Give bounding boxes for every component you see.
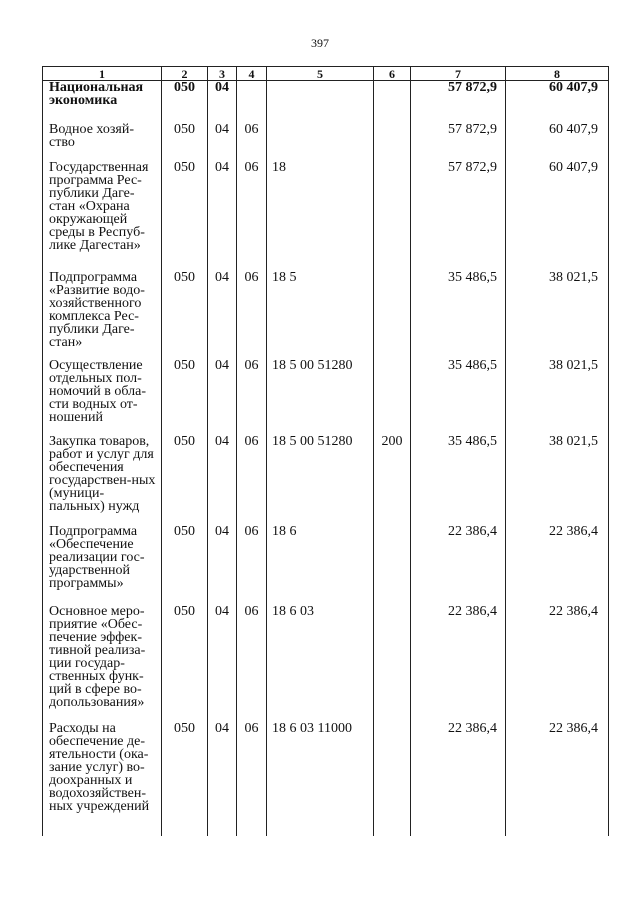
table-row [43, 161, 609, 271]
cell-col-8: 60 407,9 [506, 161, 609, 271]
cell-col-7: 22 386,4 [411, 525, 506, 605]
page-number: 397 [311, 36, 329, 50]
table-row [43, 123, 609, 161]
col-header-3: 3 [208, 67, 237, 81]
cell-col-2: 050 [162, 525, 208, 605]
cell-col-6 [374, 81, 411, 123]
cell-col-7: 57 872,9 [411, 81, 506, 123]
cell-col-5: 18 [267, 161, 374, 271]
col-header-1: 1 [43, 67, 162, 81]
cell-col-2: 050 [162, 123, 208, 161]
header-row [43, 67, 609, 81]
row-name: Водное хозяй-ство [43, 123, 162, 161]
cell-col-5 [267, 123, 374, 161]
cell-col-4: 06 [237, 525, 267, 605]
table-row [43, 81, 609, 123]
cell-col-3: 04 [208, 605, 237, 722]
cell-col-5: 18 6 [267, 525, 374, 605]
cell-col-3: 04 [208, 271, 237, 359]
table-row [43, 359, 609, 435]
cell-col-8: 22 386,4 [506, 525, 609, 605]
cell-col-4: 06 [237, 722, 267, 837]
cell-col-2: 050 [162, 161, 208, 271]
cell-col-7: 22 386,4 [411, 722, 506, 837]
cell-col-2: 050 [162, 81, 208, 123]
cell-col-7: 57 872,9 [411, 161, 506, 271]
table-row [43, 271, 609, 359]
budget-table-container [42, 66, 608, 836]
cell-col-7: 35 486,5 [411, 435, 506, 525]
cell-col-4: 06 [237, 271, 267, 359]
cell-col-3: 04 [208, 123, 237, 161]
table-row [43, 525, 609, 605]
cell-col-8: 22 386,4 [506, 722, 609, 837]
cell-col-8: 60 407,9 [506, 123, 609, 161]
col-header-4: 4 [237, 67, 267, 81]
cell-col-7: 57 872,9 [411, 123, 506, 161]
cell-col-2: 050 [162, 271, 208, 359]
cell-col-8: 38 021,5 [506, 271, 609, 359]
cell-col-2: 050 [162, 605, 208, 722]
cell-col-4: 06 [237, 123, 267, 161]
cell-col-2: 050 [162, 722, 208, 837]
cell-col-8: 38 021,5 [506, 435, 609, 525]
row-name: Закупка товаров, работ и услуг для обеспечения государствен-ных (муници-пальных) нужд [43, 435, 162, 525]
cell-col-3: 04 [208, 359, 237, 435]
cell-col-6 [374, 722, 411, 837]
row-name: Основное меро-приятие «Обес-печение эффек-тивной реализа-ции государ-ственных функ-ций в сфере во-допользования» [43, 605, 162, 722]
cell-col-6 [374, 161, 411, 271]
cell-col-3: 04 [208, 525, 237, 605]
col-header-6: 6 [374, 67, 411, 81]
cell-col-2: 050 [162, 435, 208, 525]
row-name: Подпрограмма «Обеспечение реализации гос-ударственной программы» [43, 525, 162, 605]
row-name: Расходы на обеспечение де-ятельности (ока-зание услуг) во-доохранных и водохозяйствен-ных учреждений [43, 722, 162, 837]
cell-col-7: 35 486,5 [411, 271, 506, 359]
row-name: Национальная экономика [43, 81, 162, 123]
table-row [43, 722, 609, 837]
cell-col-4: 06 [237, 161, 267, 271]
cell-col-5: 18 6 03 11000 [267, 722, 374, 837]
cell-col-3: 04 [208, 435, 237, 525]
cell-col-5: 18 5 00 51280 [267, 435, 374, 525]
cell-col-6 [374, 123, 411, 161]
row-name: Подпрограмма «Развитие водо-хозяйственного комплекса Рес-публики Даге-стан» [43, 271, 162, 359]
col-header-7: 7 [411, 67, 506, 81]
cell-col-6 [374, 525, 411, 605]
cell-col-8: 22 386,4 [506, 605, 609, 722]
cell-col-6 [374, 605, 411, 722]
row-name: Государственная программа Рес-публики Даге-стан «Охрана окружающей среды в Респуб-лике Дагестан» [43, 161, 162, 271]
cell-col-7: 22 386,4 [411, 605, 506, 722]
cell-col-4: 06 [237, 359, 267, 435]
table-row [43, 605, 609, 722]
cell-col-6 [374, 359, 411, 435]
cell-col-3: 04 [208, 81, 237, 123]
cell-col-4: 06 [237, 435, 267, 525]
cell-col-8: 38 021,5 [506, 359, 609, 435]
cell-col-5 [267, 81, 374, 123]
cell-col-6 [374, 271, 411, 359]
cell-col-8: 60 407,9 [506, 81, 609, 123]
cell-col-5: 18 6 03 [267, 605, 374, 722]
col-header-5: 5 [267, 67, 374, 81]
cell-col-3: 04 [208, 722, 237, 837]
cell-col-4 [237, 81, 267, 123]
col-header-2: 2 [162, 67, 208, 81]
cell-col-5: 18 5 00 51280 [267, 359, 374, 435]
cell-col-5: 18 5 [267, 271, 374, 359]
budget-table [42, 66, 609, 836]
cell-col-7: 35 486,5 [411, 359, 506, 435]
cell-col-3: 04 [208, 161, 237, 271]
cell-col-2: 050 [162, 359, 208, 435]
col-header-8: 8 [506, 67, 609, 81]
cell-col-4: 06 [237, 605, 267, 722]
row-name: Осуществление отдельных пол-номочий в обла-сти водных от-ношений [43, 359, 162, 435]
cell-col-6: 200 [374, 435, 411, 525]
table-row [43, 435, 609, 525]
